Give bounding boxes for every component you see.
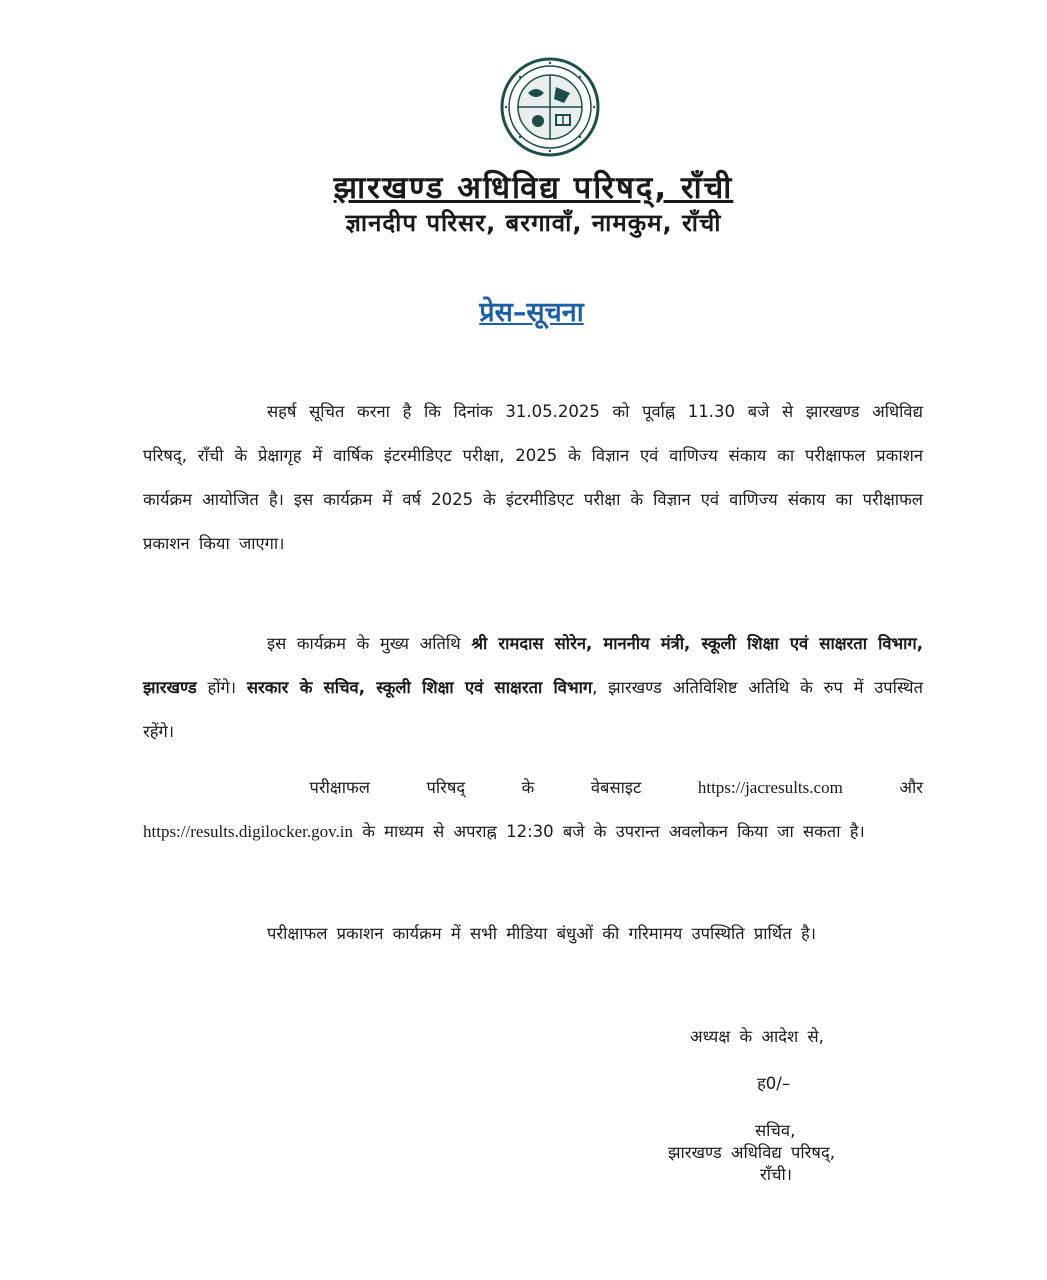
signatory-designation: सचिव,	[755, 1121, 796, 1140]
guests-mid-text: होंगे।	[207, 678, 237, 697]
notice-title: प्रेस–सूचना	[479, 297, 584, 328]
paragraph-announcement-text: सहर्ष सूचित करना है कि दिनांक 31.05.2025 को पूर्वाह्न 11.30 बजे से झारखण्ड अधिविद्य परिषद्, राँची के प्रेक्षागृह में वार्षिक इंटरमीडिएट परीक्षा, 2025 के विज्ञान एवं वाणिज्य संकाय का परीक्षाफल प्रकाशन कार्यक्रम आयोजित है। इस कार्यक्रम में वर्ष 2025 के इंटरमीडिएट परीक्षा के विज्ञान एवं वाणिज्य संकाय का परीक्षाफल प्रकाशन किया जाएगा।	[143, 402, 923, 553]
paragraph-results-website	[143, 766, 923, 854]
chief-guest-name: श्री रामदास सोरेन, माननीय मंत्री, स्कूली शिक्षा एवं साक्षरता विभाग, झारखण्ड	[143, 634, 923, 697]
board-seal-logo	[500, 57, 600, 157]
jacresults-link[interactable]: https://jacresults.com	[697, 778, 843, 797]
guests-lead-text: इस कार्यक्रम के मुख्य अतिथि	[267, 634, 461, 653]
organization-address: ज्ञानदीप परिसर, बरगावाँ, नामकुम, राँची	[345, 209, 722, 237]
website-word-3: के	[521, 778, 535, 797]
website-word-5: और	[899, 778, 923, 797]
guests-tail-text: , झारखण्ड अतिविशिष्ट अतिथि के रुप में उपस्थित रहेंगे।	[143, 678, 923, 741]
website-word-2: परिषद्	[426, 778, 466, 797]
website-continuation	[143, 810, 923, 854]
special-guest-name: सरकार के सचिव, स्कूली शिक्षा एवं साक्षरता विभाग	[246, 678, 593, 697]
website-word-1: परीक्षाफल	[309, 778, 370, 797]
order-line: अध्यक्ष के आदेश से,	[690, 1027, 824, 1046]
paragraph-guests	[143, 622, 923, 754]
paragraph-announcement	[143, 390, 923, 566]
website-word-4: वेबसाइट	[590, 778, 642, 797]
signatory-city: राँची।	[760, 1165, 793, 1184]
digilocker-link[interactable]: https://results.digilocker.gov.in	[143, 822, 353, 841]
paragraph-media-invitation	[143, 912, 923, 956]
signed-mark: ह0/–	[757, 1074, 791, 1093]
organization-name: झारखण्ड अधिविद्य परिषद्, राँची	[333, 170, 734, 206]
media-invitation-text: परीक्षाफल प्रकाशन कार्यक्रम में सभी मीडिया बंधुओं की गरिमामय उपस्थिति प्रार्थित है।	[267, 924, 817, 943]
website-tail-text: के माध्यम से अपराह्न 12:30 बजे के उपरान्त अवलोकन किया जा सकता है।	[362, 822, 865, 841]
website-line	[143, 766, 923, 810]
signatory-organization: झारखण्ड अधिविद्य परिषद्,	[668, 1143, 835, 1162]
